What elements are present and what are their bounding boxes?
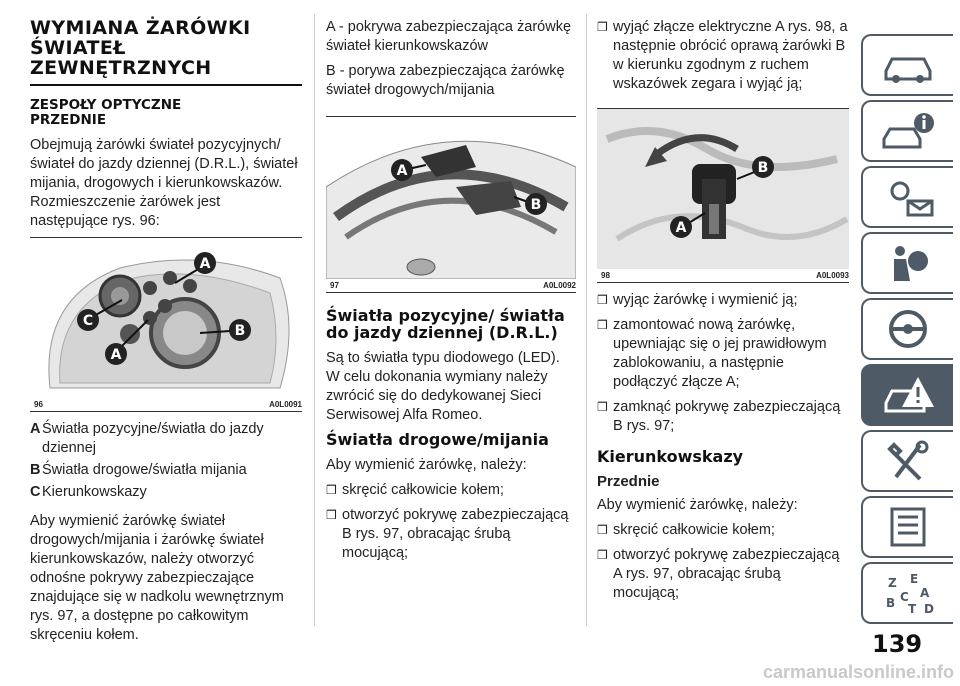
- figure-98: [597, 108, 849, 283]
- column-1: [30, 18, 302, 651]
- page-number: 139: [872, 630, 923, 658]
- heading-beam: Światła drogowe/mijania: [326, 430, 549, 449]
- figure-code: A0L0091: [269, 400, 302, 409]
- car-info-icon: [880, 109, 936, 153]
- svg-text:B: B: [886, 596, 896, 610]
- tab-index[interactable]: [861, 562, 953, 624]
- svg-text:A: A: [920, 586, 930, 600]
- beam-intro: Aby wymienić żarówkę, należy:: [326, 457, 527, 473]
- legend-item: B Światła drogowe/światła mijania: [30, 462, 247, 478]
- figure-number: 96: [34, 400, 43, 409]
- legend-item: C Kierunkowskazy: [30, 484, 147, 500]
- alphabet-index-icon: [880, 571, 936, 615]
- subsection-title: ZESPOŁY OPTYCZNE PRZEDNIE: [30, 97, 182, 128]
- list-item: ❒ zamknąć pokrywę zabezpieczającą B rys. 97;: [597, 399, 841, 434]
- drl-paragraph: Są to światła typu diodowego (LED). W celu dokonania wymiany należy zwrócić się do dedykowanej Sieci Serwisowej Alfa Romeo.: [326, 350, 560, 423]
- figure-number: 98: [601, 271, 610, 280]
- column-3: [597, 18, 849, 609]
- tab-emergency[interactable]: [861, 364, 953, 426]
- list-item: ❒ otworzyć pokrywę zabezpieczającą B rys. 97, obracając śrubą mocującą;: [326, 507, 569, 561]
- svg-text:C: C: [900, 590, 909, 604]
- figure-code: A0L0092: [543, 281, 576, 290]
- emergency-car-icon: [880, 373, 936, 417]
- column-2: [326, 18, 576, 569]
- list-item: ❒ wyjąc żarówkę i wymienić ją;: [597, 292, 798, 308]
- intro-paragraph: Obejmują żarówki świateł pozycyjnych/ świateł do jazdy dziennej (D.R.L.), świateł mijania, drogowych i kierunkowskazów. Rozmieszczenie żarówek jest następujące rys. 96:: [30, 137, 298, 229]
- dashboard-lights-icon: [880, 175, 936, 219]
- bulb-removal-illustration: [597, 109, 849, 269]
- figure-caption: [326, 279, 576, 293]
- heading-turn-signals: Kierunkowskazy: [597, 447, 744, 466]
- watermark: carmanualsonline.info: [762, 662, 954, 682]
- svg-text:D: D: [924, 602, 934, 615]
- title-rule: [30, 84, 302, 86]
- svg-text:Z: Z: [888, 576, 897, 590]
- callout-c: C: [82, 313, 94, 329]
- chapter-tabs: [861, 34, 953, 628]
- tools-icon: [880, 439, 936, 483]
- checklist-icon: [880, 505, 936, 549]
- cover-a-description: A - pokrywa zabezpieczająca żarówkę świateł kierunkowskazów: [326, 19, 572, 54]
- list-item: ❒ skręcić całkowicie kołem;: [597, 522, 775, 538]
- list-item: ❒ wyjąć złącze elektryczne A rys. 98, a następnie obrócić oprawą żarówki B w kierunku zgodnym z ruchem wskazówek zegara i wyjąć ją;: [597, 19, 848, 92]
- callout-b: B: [234, 323, 246, 339]
- heading-drl: Światła pozycyjne/ światła do jazdy dziennej (D.R.L.): [326, 306, 565, 342]
- tab-dashboard-lights[interactable]: [861, 166, 953, 228]
- legend: [30, 420, 302, 502]
- list-item: ❒ skręcić całkowicie kołem;: [326, 482, 504, 498]
- subheading-front: Przednie: [597, 473, 660, 490]
- figure-number: 97: [330, 281, 339, 290]
- callout-b: B: [530, 197, 542, 213]
- outro-paragraph: Aby wymienić żarówkę świateł drogowych/mijania i żarówkę świateł kierunkowskazów, należy otworzyć odnośne pokrywy zabezpieczające znajdujące się w nadkolu wewnętrznym rys. 97, a dostępne po całkowitym skręceniu kołem.: [30, 513, 284, 643]
- tab-tools[interactable]: [861, 430, 953, 492]
- airbag-icon: [880, 241, 936, 285]
- section-title: WYMIANA ŻARÓWKI ŚWIATEŁ ZEWNĘTRZNYCH: [30, 17, 251, 79]
- svg-text:E: E: [910, 572, 919, 586]
- callout-a: A: [675, 220, 687, 236]
- tab-steering[interactable]: [861, 298, 953, 360]
- tab-car[interactable]: [861, 34, 953, 96]
- cover-b-description: B - porywa zabezpieczająca żarówkę świateł drogowych/mijania: [326, 63, 565, 98]
- legend-item: A Światła pozycyjne/światła do jazdy dziennej: [30, 421, 264, 456]
- callout-a-bottom: A: [110, 347, 122, 363]
- steering-wheel-icon: [880, 307, 936, 351]
- callout-a: A: [396, 163, 408, 179]
- callout-a-top: A: [199, 256, 211, 272]
- tab-car-info[interactable]: [861, 100, 953, 162]
- headlight-cluster-illustration: [30, 238, 302, 398]
- figure-code: A0L0093: [816, 271, 849, 280]
- figure-96: [30, 237, 302, 412]
- figure-caption: [30, 398, 302, 412]
- figure-caption: [597, 269, 849, 283]
- callout-b: B: [757, 160, 769, 176]
- turn-intro: Aby wymienić żarówkę, należy:: [597, 497, 798, 513]
- list-item: ❒ otworzyć pokrywę zabezpieczającą A rys. 97, obracając śrubą mocującą;: [597, 547, 840, 601]
- svg-text:T: T: [908, 602, 917, 615]
- tab-airbag[interactable]: [861, 232, 953, 294]
- wheel-arch-illustration: [326, 117, 576, 279]
- car-icon: [880, 43, 936, 87]
- figure-97: [326, 116, 576, 293]
- tab-checklist[interactable]: [861, 496, 953, 558]
- list-item: ❒ zamontować nową żarówkę, upewniając się o jej prawidłowym zablokowaniu, a następnie podłączyć złącze A;: [597, 317, 827, 390]
